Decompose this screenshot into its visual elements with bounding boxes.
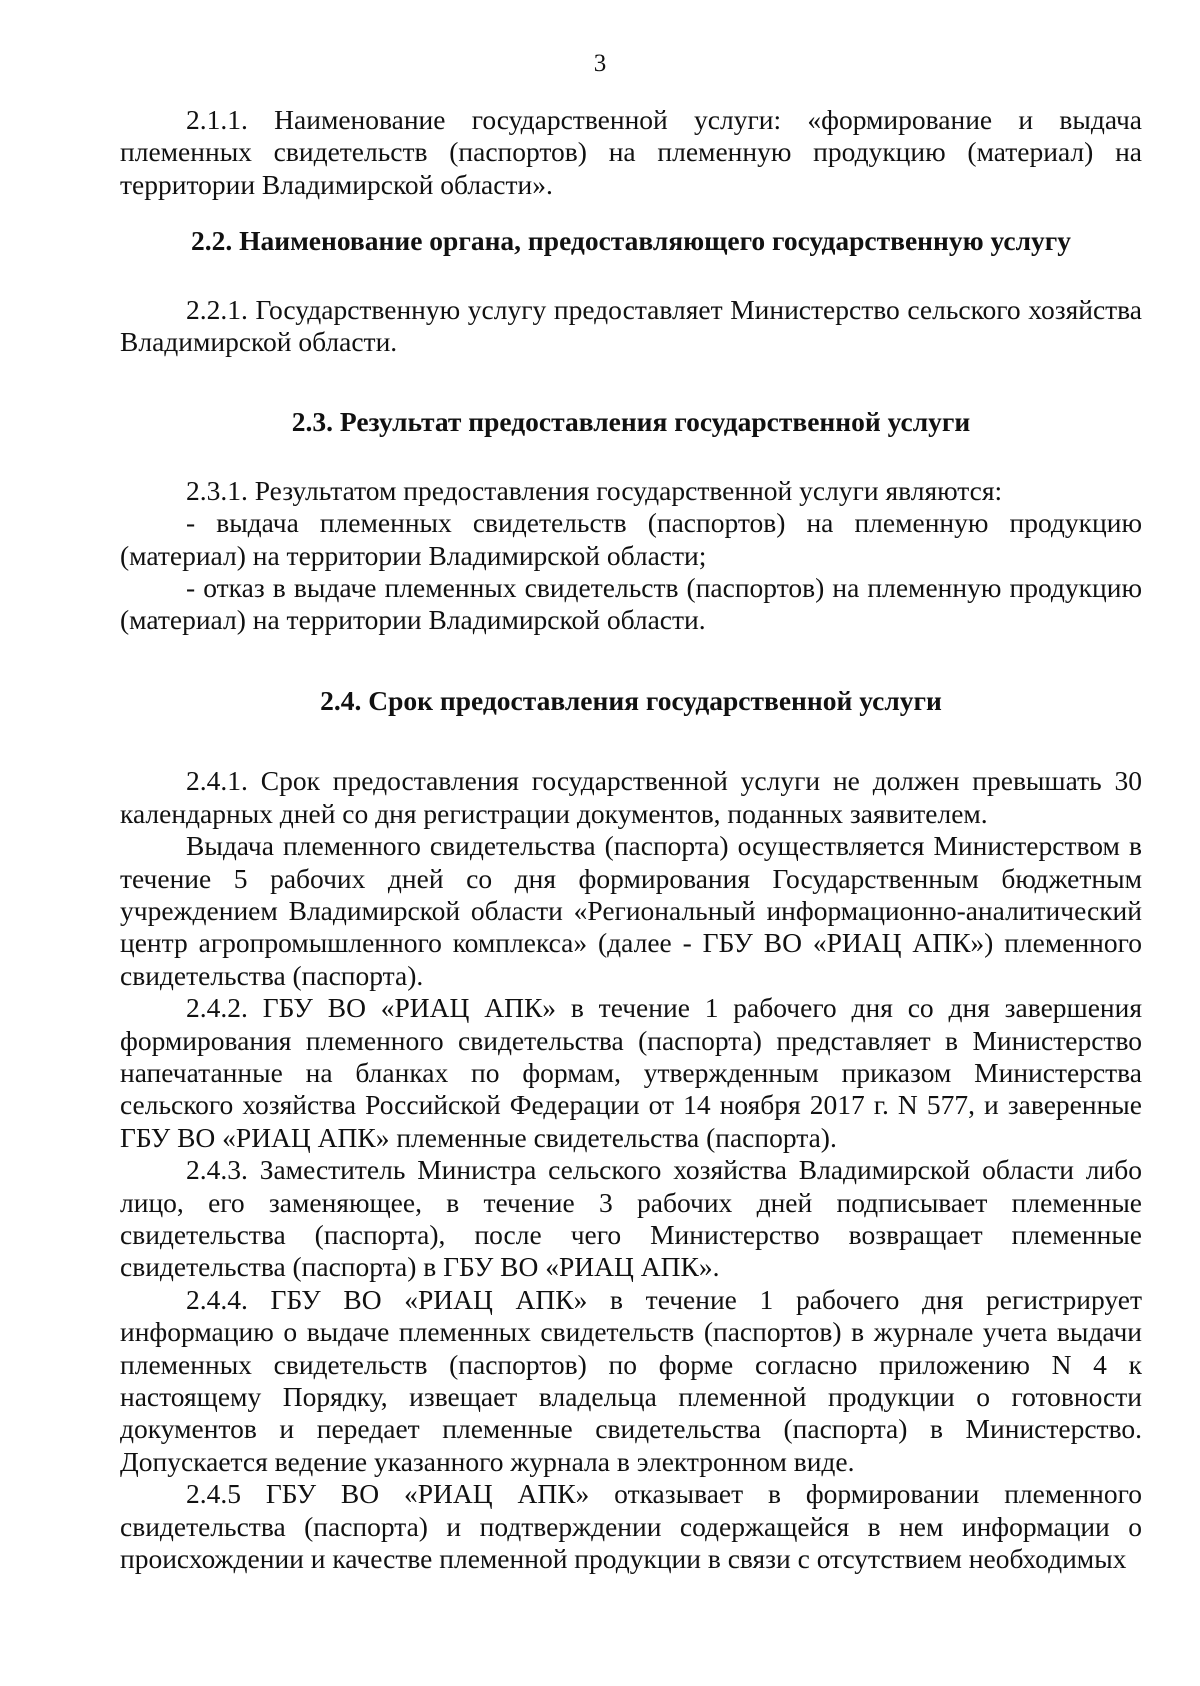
heading-2-3: 2.3. Результат предоставления государственной услуги [291, 406, 971, 438]
document-body [120, 104, 1142, 1575]
heading-2-2: 2.2. Наименование органа, предоставляющего государственную услугу [190, 225, 1072, 257]
page-number: 3 [593, 50, 607, 77]
paragraph-2-4-2: 2.4.2. ГБУ ВО «РИАЦ АПК» в течение 1 рабочего дня со дня завершения формирования племенного свидетельства (паспорта) представляет в Министерство напечатанные на бланках по формам, утвержденным приказом Министерства сельского хозяйства Российской Федерации от 14 ноября 2017 г. N 577, и заверенные ГБУ ВО «РИАЦ АПК» племенные свидетельства (паспорта). [120, 992, 1142, 1153]
paragraph-2-4-1: 2.4.1. Срок предоставления государственной услуги не должен превышать 30 календарных дней со дня регистрации документов, поданных заявителем. [120, 765, 1142, 829]
paragraph-2-4-1-issuance: Выдача племенного свидетельства (паспорта) осуществляется Министерством в течение 5 рабочих дней со дня формирования Государственным бюджетным учреждением Владимирской области «Региональный информационно-аналитический центр агропромышленного комплекса» (далее - ГБУ ВО «РИАЦ АПК») племенного свидетельства (паспорта). [120, 830, 1142, 991]
paragraph-2-3-1: 2.3.1. Результатом предоставления государственной услуги являются: [186, 474, 1003, 506]
paragraph-2-4-4: 2.4.4. ГБУ ВО «РИАЦ АПК» в течение 1 рабочего дня регистрирует информацию о выдаче племенных свидетельств (паспортов) в журнале учета выдачи племенных свидетельств (паспортов) по форме согласно приложению N 4 к настоящему Порядку, извещает владельца племенной продукции о готовности документов и передает племенные свидетельства (паспорта) в Министерство. Допускается ведение указанного журнала в электронном виде. [120, 1283, 1142, 1477]
paragraph-2-1-1: 2.1.1. Наименование государственной услуги: «формирование и выдача племенных свидетельств (паспортов) на племенную продукцию (материал) на территории Владимирской области». [120, 104, 1142, 200]
paragraph-2-4-5: 2.4.5 ГБУ ВО «РИАЦ АПК» отказывает в формировании племенного свидетельства (паспорта) и подтверждении содержащейся в нем информации о происхождении и качестве племенной продукции в связи с отсутствием необходимых [120, 1478, 1142, 1575]
list-item-issuance: - выдача племенных свидетельств (паспортов) на племенную продукцию (материал) на территории Владимирской области; [120, 507, 1142, 571]
paragraph-2-4-3: 2.4.3. Заместитель Министра сельского хозяйства Владимирской области либо лицо, его заменяющее, в течение 3 рабочих дней подписывает племенные свидетельства (паспорта), после чего Министерство возвращает племенные свидетельства (паспорта) в ГБУ ВО «РИАЦ АПК». [120, 1154, 1142, 1283]
heading-2-4: 2.4. Срок предоставления государственной услуги [320, 684, 942, 716]
list-item-refusal: - отказ в выдаче племенных свидетельств (паспортов) на племенную продукцию (материал) на территории Владимирской области. [120, 572, 1142, 636]
paragraph-2-2-1: 2.2.1. Государственную услугу предоставляет Министерство сельского хозяйства Владимирской области. [120, 293, 1142, 358]
